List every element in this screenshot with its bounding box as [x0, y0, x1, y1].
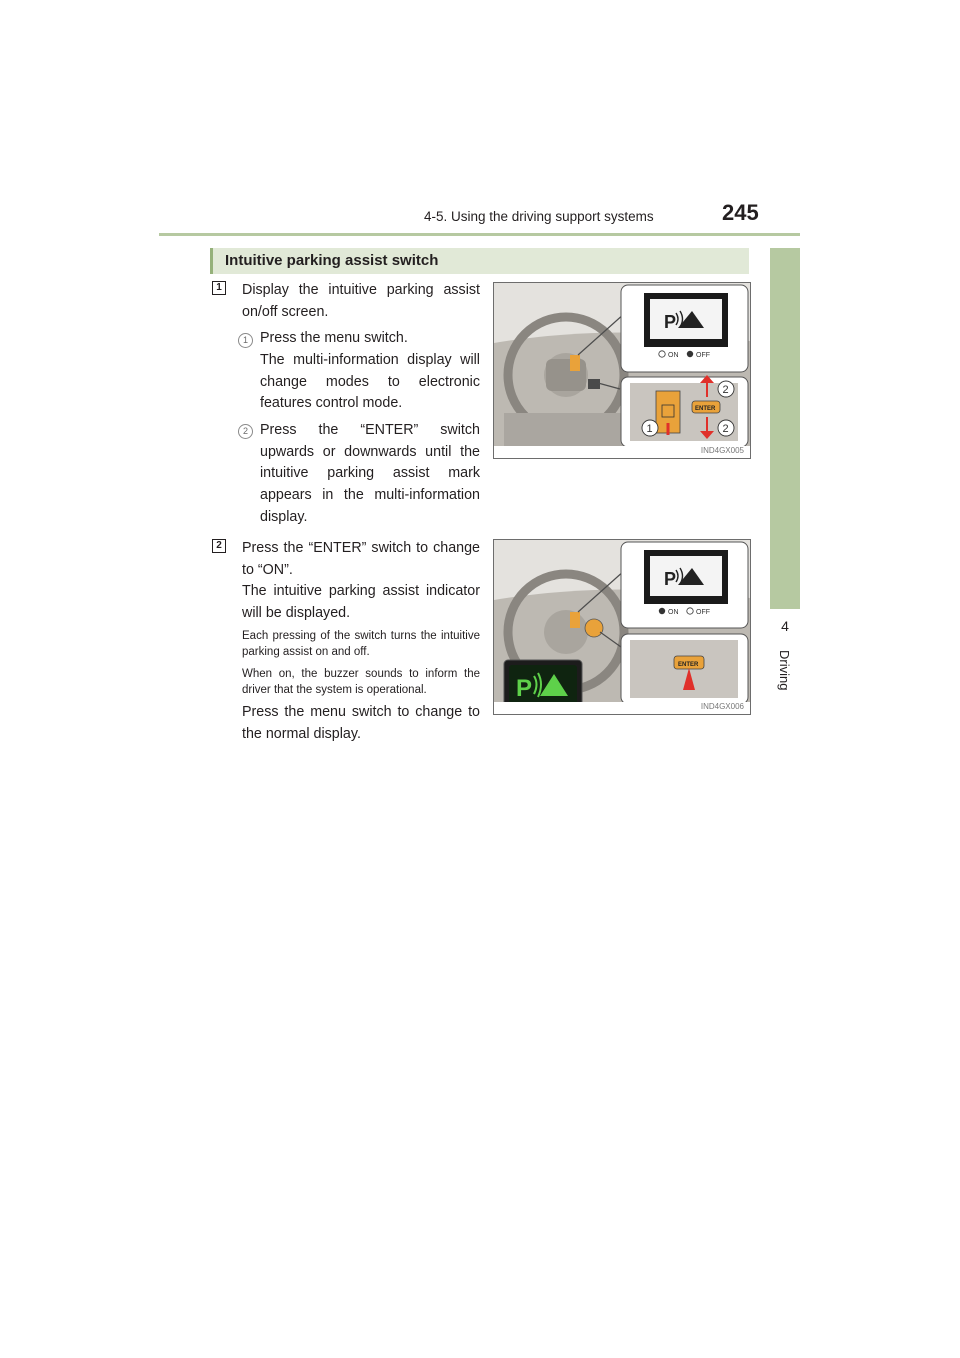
parking-assist-mark: P: [664, 312, 677, 332]
figure-ipa-screen: [493, 282, 751, 459]
section-heading-text: Intuitive parking assist switch: [225, 252, 439, 269]
substep-1-text: Press the menu switch.: [260, 330, 408, 346]
screen-on-label-2: ON: [668, 609, 679, 616]
callout-2-top: 2: [722, 384, 729, 396]
ipa-indicator: P: [516, 675, 533, 702]
chapter-number: 4: [781, 618, 789, 634]
chapter-tab: [770, 248, 800, 609]
figure-ipa-on: [493, 539, 751, 715]
step-2-note: The intuitive parking assist indicator will be displayed.: [242, 583, 480, 621]
dashboard-illustration-2: [494, 540, 750, 714]
substep-2-text: Press the “ENTER” switch upwards or downwards until the intuitive parking assist mark appears in the multi-information display.: [260, 422, 480, 525]
enter-label: ENTER: [695, 406, 716, 412]
screen-off-label: OFF: [696, 352, 710, 359]
screen-off-label-2: OFF: [696, 609, 710, 616]
dashboard-illustration: [494, 283, 750, 458]
header-rule: [159, 233, 800, 236]
substep-number-2: 2: [238, 424, 253, 439]
step-1-text: Display the intuitive parking assist on/off screen.: [242, 282, 480, 320]
figure-code-2: IND4GX006: [700, 702, 744, 711]
enter-label-2: ENTER: [678, 662, 699, 668]
figure-code: IND4GX005: [700, 446, 744, 455]
callout-2-bottom: 2: [722, 423, 729, 435]
callout-1: 1: [646, 423, 653, 435]
page-number: 245: [722, 200, 759, 225]
step-2-small-note-2: When on, the buzzer sounds to inform the driver that the system is operational.: [242, 668, 480, 696]
step-number-2: 2: [212, 539, 226, 553]
step-number-1: 1: [212, 281, 226, 295]
parking-assist-mark-2: P: [664, 569, 677, 589]
section-heading: [210, 248, 749, 274]
substep-1-note: The multi-information display will change modes to electronic features control mode.: [260, 352, 480, 412]
chapter-label: Driving: [777, 650, 792, 691]
step-2-small-note-1: Each pressing of the switch turns the intuitive parking assist on and off.: [242, 630, 480, 658]
screen-on-label: ON: [668, 352, 679, 359]
header-section-title: 4-5. Using the driving support systems: [424, 209, 654, 224]
step-2-final-text: Press the menu switch to change to the normal display.: [242, 704, 480, 742]
step-2-text: Press the “ENTER” switch to change to “ON”.: [242, 540, 480, 578]
substep-number-1: 1: [238, 333, 253, 348]
